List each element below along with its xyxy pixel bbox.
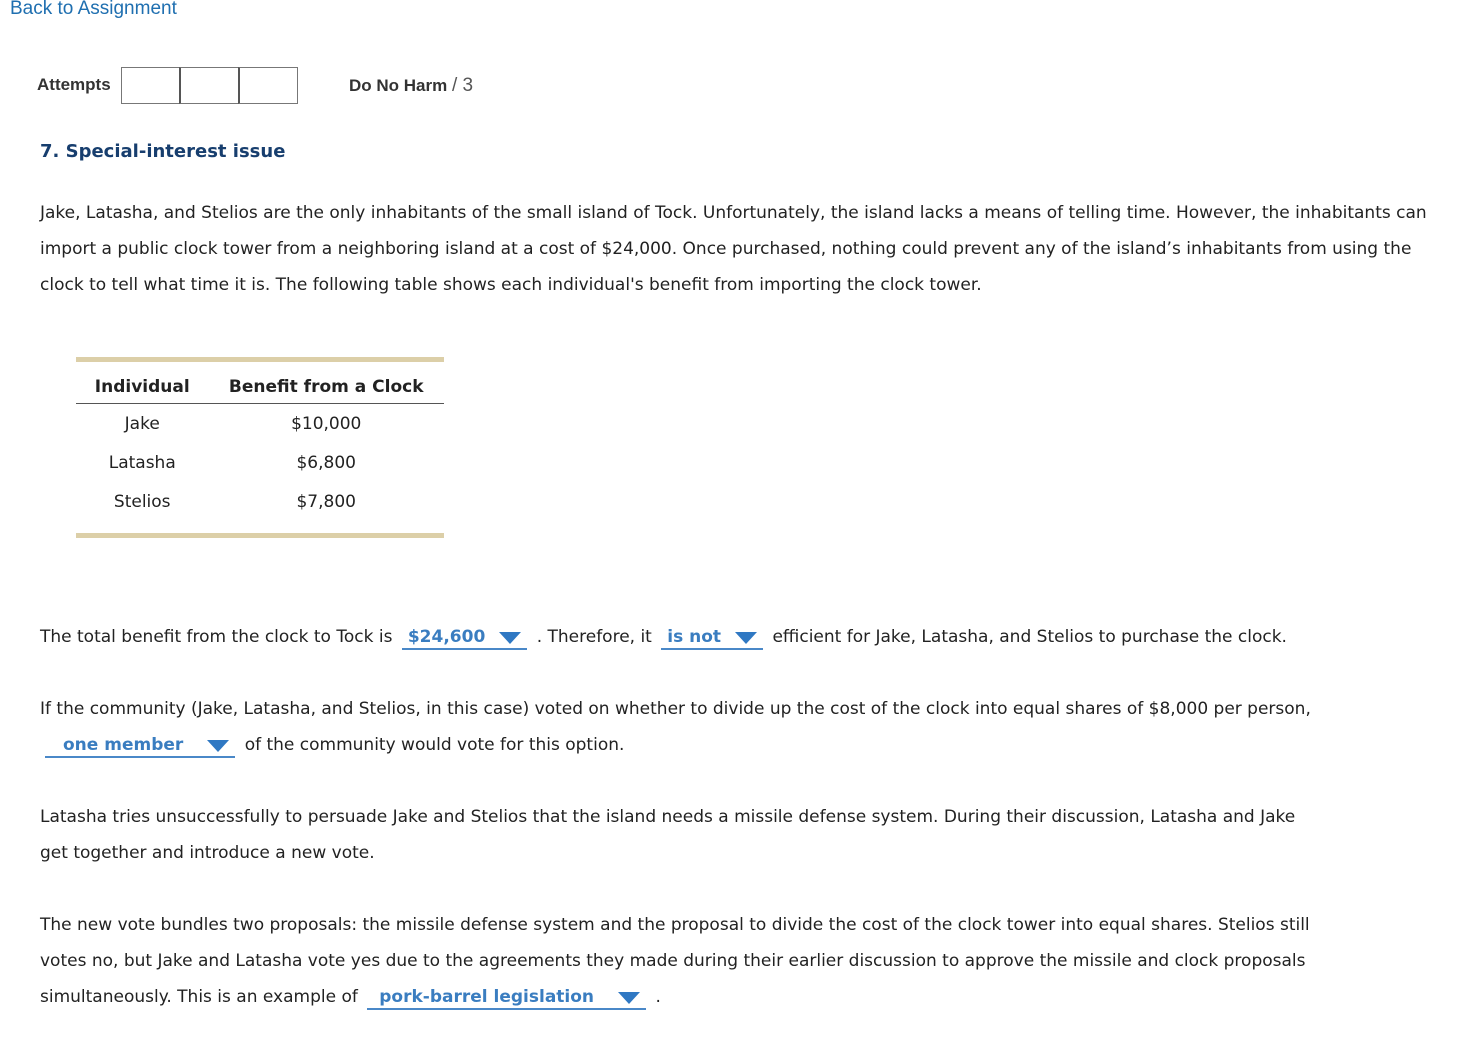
p4-prefix: simultaneously. This is an example of	[40, 987, 358, 1007]
legislation-type-dropdown[interactable]	[367, 987, 646, 1010]
q1-prefix: The total benefit from the clock to Tock is	[40, 627, 393, 647]
score-title: Do No Harm	[349, 76, 448, 95]
header-benefit: Benefit from a Clock	[208, 362, 444, 404]
table-row	[76, 404, 444, 444]
efficiency-value: is not	[667, 627, 722, 647]
legislation-type-value: pork-barrel legislation	[379, 987, 595, 1007]
table-row	[76, 482, 444, 521]
score-display	[349, 75, 473, 97]
question-1-line	[40, 627, 1287, 650]
intro-paragraph: Jake, Latasha, and Stelios are the only inhabitants of the small island of Tock. Unfortunately, the island lacks a means of telling time. However, the inhabitants can import a public clock tower from a neighboring island at a cost of $24,000. Once purchased, nothing could prevent any of the island’s inhabitants from using the clock to tell what time it is. The following table shows each individual's benefit from importing the clock tower.	[40, 203, 1427, 295]
cell-individual: Stelios	[113, 491, 171, 512]
cell-individual: Latasha	[108, 452, 176, 473]
chevron-down-icon	[735, 632, 757, 644]
chevron-down-icon	[207, 740, 229, 752]
score-denominator: / 3	[451, 75, 474, 96]
chevron-down-icon	[618, 992, 640, 1004]
cell-benefit: $10,000	[291, 413, 362, 434]
question-2-line-2	[40, 735, 624, 758]
q1-suffix: efficient for Jake, Latasha, and Stelios to purchase the clock.	[772, 627, 1287, 647]
paragraph-4-line-3	[40, 987, 661, 1010]
attempts-label: Attempts	[37, 75, 111, 94]
cell-individual: Jake	[124, 413, 160, 434]
benefit-table	[76, 362, 444, 521]
attempt-boxes	[121, 67, 297, 104]
paragraph-4-line-2: votes no, but Jake and Latasha vote yes due to the agreements they made during their earlier discussion to approve the missile and clock proposals	[40, 951, 1306, 971]
attempt-box-3	[238, 67, 298, 104]
paragraph-3-line-2: get together and introduce a new vote.	[40, 843, 375, 863]
back-to-assignment-link[interactable]: Back to Assignment	[10, 0, 177, 19]
attempt-box-1	[121, 67, 180, 104]
benefit-table-container	[76, 357, 444, 538]
question-2-line-1: If the community (Jake, Latasha, and Stelios, in this case) voted on whether to divide up the cost of the clock into equal shares of $8,000 per person,	[40, 699, 1311, 719]
table-row	[76, 443, 444, 482]
paragraph-4-line-1: The new vote bundles two proposals: the missile defense system and the proposal to divide the cost of the clock tower into equal shares. Stelios still	[40, 915, 1310, 935]
vote-count-value: one member	[63, 735, 184, 755]
p4-suffix: .	[655, 987, 661, 1007]
question-title: 7. Special-interest issue	[40, 141, 286, 162]
chevron-down-icon	[499, 632, 521, 644]
q2-suffix: of the community would vote for this option.	[244, 735, 625, 755]
attempt-box-2	[179, 67, 239, 104]
cell-benefit: $6,800	[296, 452, 356, 473]
vote-count-dropdown[interactable]	[45, 735, 235, 758]
table-bottom-rule	[76, 533, 444, 538]
cell-benefit: $7,800	[296, 491, 356, 512]
q1-middle: . Therefore, it	[536, 627, 652, 647]
total-benefit-dropdown[interactable]	[402, 627, 527, 650]
paragraph-3-line-1: Latasha tries unsuccessfully to persuade Jake and Stelios that the island needs a missile defense system. During their discussion, Latasha and Jake	[40, 807, 1296, 827]
total-benefit-value: $24,600	[407, 627, 486, 647]
header-individual: Individual	[76, 362, 208, 404]
efficiency-dropdown[interactable]	[661, 627, 763, 650]
